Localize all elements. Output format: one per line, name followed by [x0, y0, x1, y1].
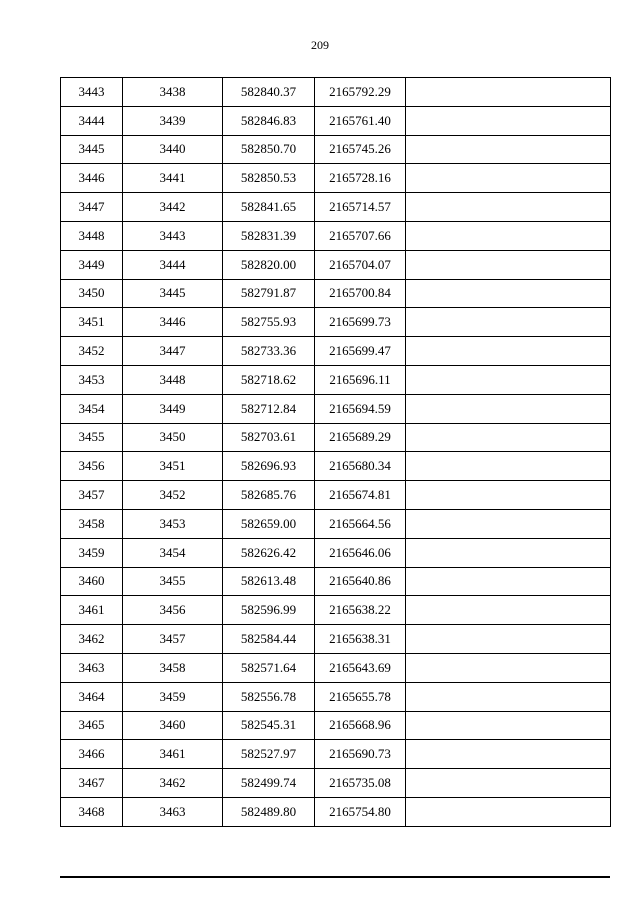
x-coordinate-cell: 582626.42: [223, 538, 315, 567]
point-number-cell: 3466: [61, 740, 123, 769]
x-coordinate-cell: 582733.36: [223, 337, 315, 366]
point-number-cell: 3451: [61, 308, 123, 337]
notes-cell: [406, 653, 611, 682]
point-number-cell: 3450: [61, 279, 123, 308]
x-coordinate-cell: 582556.78: [223, 682, 315, 711]
reference-number-cell: 3452: [123, 481, 223, 510]
notes-cell: [406, 337, 611, 366]
notes-cell: [406, 509, 611, 538]
reference-number-cell: 3446: [123, 308, 223, 337]
y-coordinate-cell: 2165646.06: [315, 538, 406, 567]
table-row: [61, 78, 611, 107]
table-row: [61, 509, 611, 538]
reference-number-cell: 3445: [123, 279, 223, 308]
reference-number-cell: 3451: [123, 452, 223, 481]
y-coordinate-cell: 2165700.84: [315, 279, 406, 308]
point-number-cell: 3445: [61, 135, 123, 164]
reference-number-cell: 3459: [123, 682, 223, 711]
coordinates-table: [60, 77, 611, 827]
table-row: [61, 538, 611, 567]
x-coordinate-cell: 582841.65: [223, 193, 315, 222]
reference-number-cell: 3461: [123, 740, 223, 769]
notes-cell: [406, 567, 611, 596]
x-coordinate-cell: 582571.64: [223, 653, 315, 682]
x-coordinate-cell: 582613.48: [223, 567, 315, 596]
point-number-cell: 3449: [61, 250, 123, 279]
x-coordinate-cell: 582659.00: [223, 509, 315, 538]
point-number-cell: 3453: [61, 365, 123, 394]
table-row: [61, 682, 611, 711]
x-coordinate-cell: 582850.53: [223, 164, 315, 193]
table-body: [61, 78, 611, 827]
table-row: [61, 452, 611, 481]
y-coordinate-cell: 2165638.31: [315, 625, 406, 654]
reference-number-cell: 3454: [123, 538, 223, 567]
notes-cell: [406, 308, 611, 337]
point-number-cell: 3463: [61, 653, 123, 682]
point-number-cell: 3467: [61, 769, 123, 798]
x-coordinate-cell: 582755.93: [223, 308, 315, 337]
reference-number-cell: 3462: [123, 769, 223, 798]
x-coordinate-cell: 582718.62: [223, 365, 315, 394]
reference-number-cell: 3438: [123, 78, 223, 107]
notes-cell: [406, 221, 611, 250]
notes-cell: [406, 78, 611, 107]
y-coordinate-cell: 2165728.16: [315, 164, 406, 193]
point-number-cell: 3468: [61, 797, 123, 826]
notes-cell: [406, 538, 611, 567]
notes-cell: [406, 423, 611, 452]
point-number-cell: 3444: [61, 106, 123, 135]
notes-cell: [406, 596, 611, 625]
reference-number-cell: 3439: [123, 106, 223, 135]
reference-number-cell: 3440: [123, 135, 223, 164]
reference-number-cell: 3442: [123, 193, 223, 222]
notes-cell: [406, 797, 611, 826]
y-coordinate-cell: 2165707.66: [315, 221, 406, 250]
reference-number-cell: 3450: [123, 423, 223, 452]
point-number-cell: 3454: [61, 394, 123, 423]
point-number-cell: 3455: [61, 423, 123, 452]
x-coordinate-cell: 582596.99: [223, 596, 315, 625]
table-row: [61, 567, 611, 596]
table-row: [61, 308, 611, 337]
reference-number-cell: 3443: [123, 221, 223, 250]
point-number-cell: 3462: [61, 625, 123, 654]
x-coordinate-cell: 582499.74: [223, 769, 315, 798]
y-coordinate-cell: 2165638.22: [315, 596, 406, 625]
x-coordinate-cell: 582696.93: [223, 452, 315, 481]
table-row: [61, 221, 611, 250]
reference-number-cell: 3460: [123, 711, 223, 740]
notes-cell: [406, 452, 611, 481]
notes-cell: [406, 682, 611, 711]
point-number-cell: 3458: [61, 509, 123, 538]
reference-number-cell: 3455: [123, 567, 223, 596]
reference-number-cell: 3448: [123, 365, 223, 394]
reference-number-cell: 3453: [123, 509, 223, 538]
y-coordinate-cell: 2165714.57: [315, 193, 406, 222]
x-coordinate-cell: 582791.87: [223, 279, 315, 308]
point-number-cell: 3452: [61, 337, 123, 366]
x-coordinate-cell: 582527.97: [223, 740, 315, 769]
y-coordinate-cell: 2165761.40: [315, 106, 406, 135]
x-coordinate-cell: 582850.70: [223, 135, 315, 164]
table-row: [61, 250, 611, 279]
point-number-cell: 3461: [61, 596, 123, 625]
notes-cell: [406, 279, 611, 308]
x-coordinate-cell: 582846.83: [223, 106, 315, 135]
notes-cell: [406, 106, 611, 135]
table-row: [61, 337, 611, 366]
reference-number-cell: 3444: [123, 250, 223, 279]
notes-cell: [406, 740, 611, 769]
table-row: [61, 164, 611, 193]
notes-cell: [406, 769, 611, 798]
reference-number-cell: 3447: [123, 337, 223, 366]
table-row: [61, 653, 611, 682]
y-coordinate-cell: 2165640.86: [315, 567, 406, 596]
y-coordinate-cell: 2165690.73: [315, 740, 406, 769]
point-number-cell: 3465: [61, 711, 123, 740]
x-coordinate-cell: 582489.80: [223, 797, 315, 826]
notes-cell: [406, 135, 611, 164]
table-row: [61, 193, 611, 222]
y-coordinate-cell: 2165674.81: [315, 481, 406, 510]
reference-number-cell: 3457: [123, 625, 223, 654]
footer-rule: [60, 876, 610, 878]
y-coordinate-cell: 2165792.29: [315, 78, 406, 107]
y-coordinate-cell: 2165664.56: [315, 509, 406, 538]
y-coordinate-cell: 2165696.11: [315, 365, 406, 394]
y-coordinate-cell: 2165655.78: [315, 682, 406, 711]
table-row: [61, 365, 611, 394]
table-row: [61, 740, 611, 769]
reference-number-cell: 3441: [123, 164, 223, 193]
y-coordinate-cell: 2165668.96: [315, 711, 406, 740]
notes-cell: [406, 193, 611, 222]
y-coordinate-cell: 2165745.26: [315, 135, 406, 164]
point-number-cell: 3456: [61, 452, 123, 481]
point-number-cell: 3447: [61, 193, 123, 222]
reference-number-cell: 3449: [123, 394, 223, 423]
notes-cell: [406, 250, 611, 279]
table-row: [61, 596, 611, 625]
y-coordinate-cell: 2165689.29: [315, 423, 406, 452]
y-coordinate-cell: 2165704.07: [315, 250, 406, 279]
x-coordinate-cell: 582840.37: [223, 78, 315, 107]
x-coordinate-cell: 582545.31: [223, 711, 315, 740]
x-coordinate-cell: 582685.76: [223, 481, 315, 510]
notes-cell: [406, 365, 611, 394]
y-coordinate-cell: 2165643.69: [315, 653, 406, 682]
point-number-cell: 3459: [61, 538, 123, 567]
table-row: [61, 394, 611, 423]
y-coordinate-cell: 2165754.80: [315, 797, 406, 826]
point-number-cell: 3464: [61, 682, 123, 711]
reference-number-cell: 3456: [123, 596, 223, 625]
x-coordinate-cell: 582831.39: [223, 221, 315, 250]
x-coordinate-cell: 582712.84: [223, 394, 315, 423]
point-number-cell: 3457: [61, 481, 123, 510]
table-row: [61, 769, 611, 798]
table-row: [61, 625, 611, 654]
notes-cell: [406, 711, 611, 740]
point-number-cell: 3443: [61, 78, 123, 107]
x-coordinate-cell: 582820.00: [223, 250, 315, 279]
x-coordinate-cell: 582584.44: [223, 625, 315, 654]
table-row: [61, 135, 611, 164]
reference-number-cell: 3458: [123, 653, 223, 682]
table-row: [61, 481, 611, 510]
table-row: [61, 106, 611, 135]
notes-cell: [406, 394, 611, 423]
y-coordinate-cell: 2165680.34: [315, 452, 406, 481]
y-coordinate-cell: 2165699.47: [315, 337, 406, 366]
notes-cell: [406, 625, 611, 654]
notes-cell: [406, 481, 611, 510]
notes-cell: [406, 164, 611, 193]
page-number: 209: [311, 38, 329, 52]
y-coordinate-cell: 2165699.73: [315, 308, 406, 337]
point-number-cell: 3460: [61, 567, 123, 596]
y-coordinate-cell: 2165735.08: [315, 769, 406, 798]
x-coordinate-cell: 582703.61: [223, 423, 315, 452]
point-number-cell: 3446: [61, 164, 123, 193]
y-coordinate-cell: 2165694.59: [315, 394, 406, 423]
table-row: [61, 423, 611, 452]
point-number-cell: 3448: [61, 221, 123, 250]
table-row: [61, 711, 611, 740]
table-row: [61, 279, 611, 308]
table-row: [61, 797, 611, 826]
reference-number-cell: 3463: [123, 797, 223, 826]
